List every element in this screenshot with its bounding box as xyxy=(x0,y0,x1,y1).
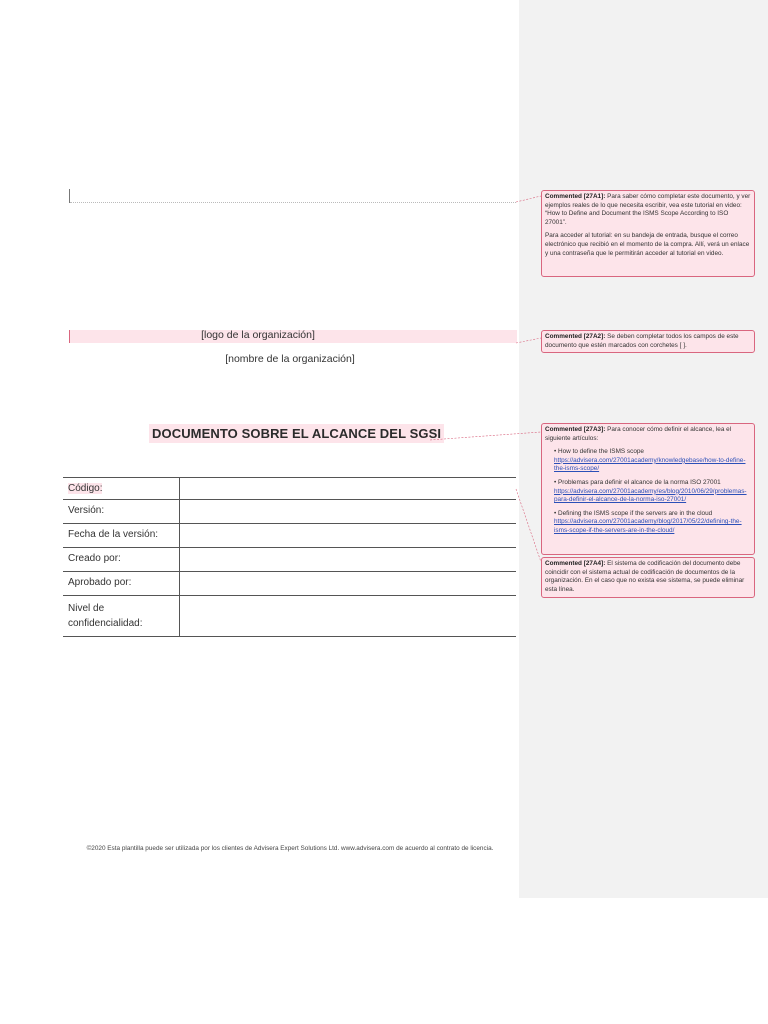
codigo-label: Código: xyxy=(68,483,103,494)
confidentiality-label[interactable]: Nivel de confidencialidad: xyxy=(63,596,180,637)
comment-author: Commented [27A3]: xyxy=(545,426,606,433)
article-title: • Defining the ISMS scope if the servers are in the cloud xyxy=(554,509,713,517)
document-title[interactable]: DOCUMENTO SOBRE EL ALCANCE DEL SGSI xyxy=(149,424,444,443)
comment-author: Commented [27A1]: xyxy=(545,193,606,200)
comment-27a2[interactable] xyxy=(541,330,755,353)
comment-27a1[interactable] xyxy=(541,190,755,277)
version-date-label[interactable]: Fecha de la versión: xyxy=(63,524,180,548)
footer-copyright: ©2020 Esta plantilla puede ser utilizada por los clientes de Advisera Expert Solutions Ltd. www.advisera.com de acuerdo al contrato de licencia. xyxy=(86,845,494,852)
comment-text: El sistema de codificación del documento debe coincidir con el sistema actual de codificación de documentos de la organización. En el caso que no exista ese sistema, se puede eliminar esta línea. xyxy=(545,560,745,593)
article-title: • Problemas para definir el alcance de la norma ISO 27001 xyxy=(554,478,721,486)
comment-text: Para conocer cómo definir el alcance, lea el siguiente artículos: xyxy=(545,426,732,442)
version-label[interactable]: Versión: xyxy=(63,500,180,524)
comment-27a3[interactable] xyxy=(541,423,755,555)
approved-by-label[interactable]: Aprobado por: xyxy=(63,572,180,596)
comment-author: Commented [27A4]: xyxy=(545,560,606,567)
comment-text: Se deben completar todos los campos de este documento que estén marcados con corchetes [ ]. xyxy=(545,333,739,349)
comment-text: Para acceder al tutorial: en su bandeja de entrada, busque el correo electrónico que recibió en el momento de la compra. Allí, verá un enlace y una contraseña que le permitirán acceder al tutorial en video. xyxy=(545,232,750,257)
logo-placeholder[interactable]: [logo de la organización] xyxy=(201,329,315,341)
article-title: • How to define the ISMS scope xyxy=(554,448,644,456)
article-link[interactable]: https://advisera.com/27001academy/blog/2017/05/22/defining-the-isms-scope-if-the-servers-are-in-the-cloud/ xyxy=(554,518,742,534)
article-link[interactable]: https://advisera.com/27001academy/knowledgebase/how-to-define-the-isms-scope/ xyxy=(554,456,746,473)
comment-27a4[interactable] xyxy=(541,557,755,598)
article-item xyxy=(545,479,751,505)
created-by-label[interactable]: Creado por: xyxy=(63,548,180,572)
comment-author: Commented [27A2]: xyxy=(545,333,606,340)
comment-text: Para saber cómo completar este documento, y ver ejemplos reales de lo que necesita escribir, vea este tutorial en video: “How to Define and Document the ISMS Scope According to ISO 27001”. xyxy=(545,193,751,226)
org-name-placeholder[interactable]: [nombre de la organización] xyxy=(225,353,355,365)
article-link[interactable]: https://advisera.com/27001academy/es/blog/2010/06/29/problemas-para-definir-el-alcance-de-la-norma-iso-27001/ xyxy=(554,487,747,504)
article-item xyxy=(545,510,751,536)
article-item xyxy=(545,448,751,474)
